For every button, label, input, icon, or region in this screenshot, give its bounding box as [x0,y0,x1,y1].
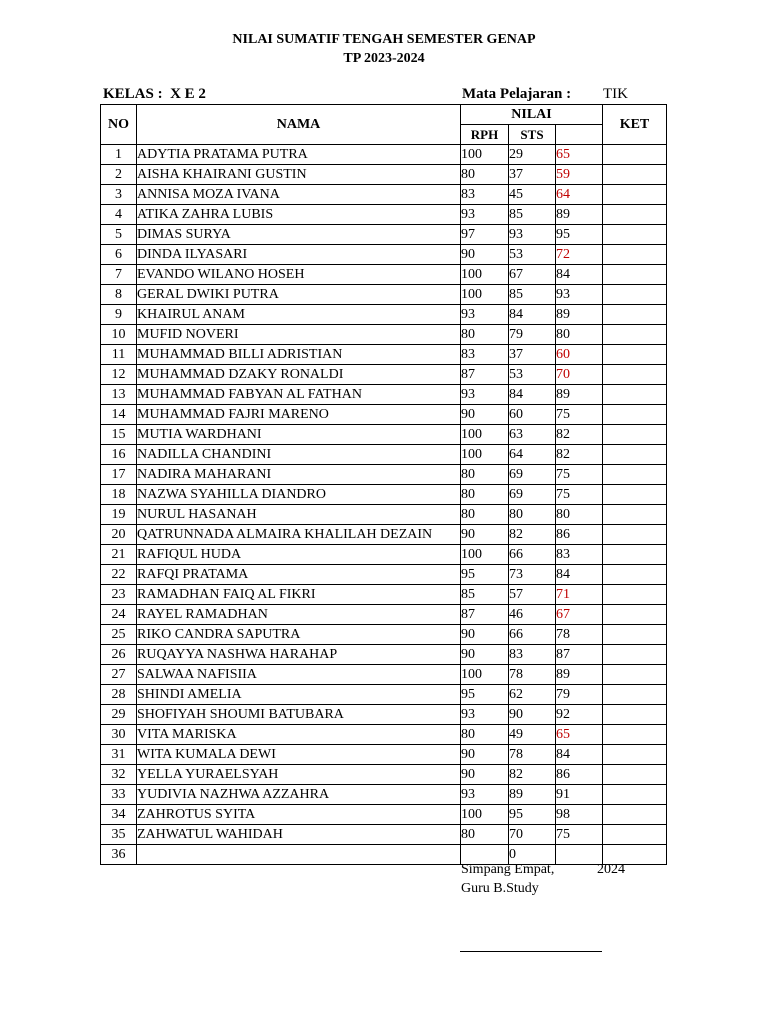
student-name: QATRUNNADA ALMAIRA KHALILAH DEZAIN [137,525,461,545]
row-number: 4 [101,205,137,225]
score-nilai: 59 [556,165,603,185]
score-nilai: 78 [556,625,603,645]
score-nilai: 89 [556,305,603,325]
row-number: 3 [101,185,137,205]
student-name: NAZWA SYAHILLA DIANDRO [137,485,461,505]
remark [603,645,667,665]
score-nilai: 86 [556,525,603,545]
table-row [101,385,667,405]
score-sts: 37 [509,165,556,185]
score-rph: 80 [461,505,509,525]
row-number: 7 [101,265,137,285]
row-number: 34 [101,805,137,825]
score-nilai: 72 [556,245,603,265]
table-row [101,565,667,585]
score-sts: 89 [509,785,556,805]
score-sts: 37 [509,345,556,365]
table-row [101,285,667,305]
document-subtitle: TP 2023-2024 [343,51,425,66]
row-number: 1 [101,145,137,165]
score-sts: 0 [509,845,556,865]
row-number: 36 [101,845,137,865]
student-name: YELLA YURAELSYAH [137,765,461,785]
student-name: RAFQI PRATAMA [137,565,461,585]
remark [603,165,667,185]
table-row [101,685,667,705]
student-name: NURUL HASANAH [137,505,461,525]
table-row [101,645,667,665]
score-nilai: 75 [556,405,603,425]
student-name: MUHAMMAD BILLI ADRISTIAN [137,345,461,365]
row-number: 23 [101,585,137,605]
score-sts: 84 [509,305,556,325]
score-rph: 87 [461,605,509,625]
score-nilai: 82 [556,425,603,445]
table-row [101,805,667,825]
header-sts: STS [509,125,556,145]
remark [603,745,667,765]
score-rph: 95 [461,565,509,585]
row-number: 5 [101,225,137,245]
table-row [101,165,667,185]
score-sts: 66 [509,625,556,645]
signature-year: 2024 [597,862,625,877]
remark [603,565,667,585]
table-row [101,665,667,685]
score-sts: 85 [509,205,556,225]
table-row [101,705,667,725]
score-rph: 100 [461,805,509,825]
remark [603,805,667,825]
row-number: 24 [101,605,137,625]
score-nilai: 70 [556,365,603,385]
score-sts: 67 [509,265,556,285]
score-sts: 64 [509,445,556,465]
remark [603,345,667,365]
score-nilai: 84 [556,565,603,585]
student-name: YUDIVIA NAZHWA AZZAHRA [137,785,461,805]
score-rph: 90 [461,525,509,545]
score-sts: 49 [509,725,556,745]
score-sts: 83 [509,645,556,665]
student-name: KHAIRUL ANAM [137,305,461,325]
student-name: MUFID NOVERI [137,325,461,345]
table-row [101,145,667,165]
remark [603,665,667,685]
row-number: 25 [101,625,137,645]
header-nama: NAMA [137,105,461,145]
score-nilai: 80 [556,325,603,345]
table-row [101,345,667,365]
score-sts: 63 [509,425,556,445]
score-sts: 84 [509,385,556,405]
student-name: EVANDO WILANO HOSEH [137,265,461,285]
signature-line [460,951,602,952]
table-row [101,745,667,765]
student-name: AISHA KHAIRANI GUSTIN [137,165,461,185]
score-sts: 80 [509,505,556,525]
score-sts: 62 [509,685,556,705]
score-sts: 78 [509,665,556,685]
score-rph: 93 [461,305,509,325]
score-sts: 53 [509,245,556,265]
score-rph: 80 [461,165,509,185]
score-nilai: 64 [556,185,603,205]
student-name: MUHAMMAD FAJRI MARENO [137,405,461,425]
row-number: 19 [101,505,137,525]
row-number: 26 [101,645,137,665]
row-number: 32 [101,765,137,785]
score-sts: 46 [509,605,556,625]
table-row [101,185,667,205]
score-rph: 90 [461,405,509,425]
score-rph: 100 [461,545,509,565]
remark [603,625,667,645]
score-nilai: 93 [556,285,603,305]
remark [603,825,667,845]
student-name: GERAL DWIKI PUTRA [137,285,461,305]
score-nilai: 89 [556,665,603,685]
score-nilai: 65 [556,145,603,165]
subject-label: Mata Pelajaran : [462,86,572,102]
score-rph: 100 [461,145,509,165]
table-row [101,425,667,445]
table-row [101,265,667,285]
score-rph: 100 [461,665,509,685]
student-name: ANNISA MOZA IVANA [137,185,461,205]
score-nilai: 79 [556,685,603,705]
score-nilai: 84 [556,265,603,285]
score-sts: 95 [509,805,556,825]
score-nilai: 83 [556,545,603,565]
header-nilai-group: NILAI [461,105,603,125]
score-sts: 85 [509,285,556,305]
header-rph: RPH [461,125,509,145]
student-name: MUHAMMAD FABYAN AL FATHAN [137,385,461,405]
remark [603,265,667,285]
score-sts: 57 [509,585,556,605]
student-name: NADILLA CHANDINI [137,445,461,465]
remark [603,525,667,545]
table-row [101,325,667,345]
score-nilai [556,845,603,865]
score-sts: 82 [509,765,556,785]
table-row [101,845,667,865]
student-name: RUQAYYA NASHWA HARAHAP [137,645,461,665]
remark [603,385,667,405]
score-rph: 95 [461,685,509,705]
score-rph: 83 [461,345,509,365]
score-rph: 100 [461,445,509,465]
score-sts: 79 [509,325,556,345]
score-rph: 80 [461,325,509,345]
student-name: MUHAMMAD DZAKY RONALDI [137,365,461,385]
score-rph: 100 [461,425,509,445]
student-name [137,845,461,865]
remark [603,325,667,345]
remark [603,305,667,325]
row-number: 16 [101,445,137,465]
row-number: 18 [101,485,137,505]
score-sts: 60 [509,405,556,425]
signature-role: Guru B.Study [461,881,539,896]
score-sts: 29 [509,145,556,165]
student-name: VITA MARISKA [137,725,461,745]
score-nilai: 95 [556,225,603,245]
table-row [101,485,667,505]
table-row [101,365,667,385]
score-nilai: 89 [556,385,603,405]
table-row [101,605,667,625]
remark [603,185,667,205]
score-nilai: 89 [556,205,603,225]
table-row [101,725,667,745]
class-label: KELAS : X E 2 [103,86,206,102]
score-nilai: 75 [556,485,603,505]
table-row [101,465,667,485]
row-number: 17 [101,465,137,485]
remark [603,445,667,465]
student-name: NADIRA MAHARANI [137,465,461,485]
score-nilai: 82 [556,445,603,465]
table-row [101,585,667,605]
row-number: 35 [101,825,137,845]
remark [603,485,667,505]
score-nilai: 65 [556,725,603,745]
student-name: SHOFIYAH SHOUMI BATUBARA [137,705,461,725]
score-nilai: 91 [556,785,603,805]
score-sts: 45 [509,185,556,205]
score-rph: 90 [461,745,509,765]
row-number: 21 [101,545,137,565]
remark [603,785,667,805]
score-rph: 80 [461,485,509,505]
table-row [101,205,667,225]
table-row [101,825,667,845]
score-nilai: 75 [556,465,603,485]
student-name: DINDA ILYASARI [137,245,461,265]
score-rph: 97 [461,225,509,245]
row-number: 31 [101,745,137,765]
student-name: WITA KUMALA DEWI [137,745,461,765]
student-name: ZAHWATUL WAHIDAH [137,825,461,845]
row-number: 11 [101,345,137,365]
score-nilai: 98 [556,805,603,825]
score-nilai: 75 [556,825,603,845]
score-rph: 90 [461,645,509,665]
score-nilai: 84 [556,745,603,765]
row-number: 29 [101,705,137,725]
score-nilai: 80 [556,505,603,525]
score-sts: 66 [509,545,556,565]
table-row [101,785,667,805]
score-rph: 93 [461,705,509,725]
student-name: ZAHROTUS SYITA [137,805,461,825]
remark [603,585,667,605]
score-rph: 80 [461,825,509,845]
score-rph: 80 [461,725,509,745]
subject-value: TIK [603,86,628,102]
score-rph: 90 [461,765,509,785]
remark [603,465,667,485]
student-name: RIKO CANDRA SAPUTRA [137,625,461,645]
remark [603,705,667,725]
row-number: 20 [101,525,137,545]
score-sts: 93 [509,225,556,245]
row-number: 6 [101,245,137,265]
score-rph: 100 [461,285,509,305]
table-row [101,505,667,525]
score-nilai: 67 [556,605,603,625]
score-nilai: 86 [556,765,603,785]
row-number: 27 [101,665,137,685]
score-rph: 85 [461,585,509,605]
student-name: RAMADHAN FAIQ AL FIKRI [137,585,461,605]
score-sts: 69 [509,485,556,505]
table-row [101,245,667,265]
table-row [101,445,667,465]
score-rph: 83 [461,185,509,205]
remark [603,545,667,565]
table-row [101,625,667,645]
score-nilai: 87 [556,645,603,665]
score-rph: 93 [461,385,509,405]
row-number: 28 [101,685,137,705]
student-name: DIMAS SURYA [137,225,461,245]
table-row [101,405,667,425]
student-name: SHINDI AMELIA [137,685,461,705]
remark [603,145,667,165]
grade-rows [101,145,667,865]
remark [603,205,667,225]
score-sts: 73 [509,565,556,585]
grades-table [100,104,667,865]
remark [603,725,667,745]
student-name: MUTIA WARDHANI [137,425,461,445]
remark [603,505,667,525]
score-rph: 93 [461,785,509,805]
score-nilai: 60 [556,345,603,365]
table-row [101,545,667,565]
score-rph: 90 [461,625,509,645]
student-name: ADYTIA PRATAMA PUTRA [137,145,461,165]
row-number: 30 [101,725,137,745]
table-row [101,305,667,325]
remark [603,225,667,245]
remark [603,685,667,705]
remark [603,245,667,265]
score-rph: 87 [461,365,509,385]
table-row [101,765,667,785]
row-number: 9 [101,305,137,325]
row-number: 22 [101,565,137,585]
header-ket: KET [603,105,667,145]
table-row [101,525,667,545]
header-no: NO [101,105,137,145]
remark [603,425,667,445]
signature-place: Simpang Empat, [461,862,555,877]
row-number: 8 [101,285,137,305]
document-title: NILAI SUMATIF TENGAH SEMESTER GENAP [232,32,536,47]
student-name: ATIKA ZAHRA LUBIS [137,205,461,225]
student-name: SALWAA NAFISIIA [137,665,461,685]
score-sts: 82 [509,525,556,545]
table-row [101,225,667,245]
row-number: 33 [101,785,137,805]
score-sts: 70 [509,825,556,845]
score-sts: 69 [509,465,556,485]
header-nilai [556,125,603,145]
score-sts: 53 [509,365,556,385]
remark [603,765,667,785]
score-rph: 90 [461,245,509,265]
row-number: 13 [101,385,137,405]
remark [603,405,667,425]
score-rph: 93 [461,205,509,225]
score-nilai: 92 [556,705,603,725]
student-name: RAFIQUL HUDA [137,545,461,565]
remark [603,285,667,305]
score-rph: 100 [461,265,509,285]
remark [603,365,667,385]
row-number: 10 [101,325,137,345]
student-name: RAYEL RAMADHAN [137,605,461,625]
row-number: 14 [101,405,137,425]
remark [603,605,667,625]
score-sts: 90 [509,705,556,725]
row-number: 15 [101,425,137,445]
row-number: 2 [101,165,137,185]
score-rph: 80 [461,465,509,485]
score-sts: 78 [509,745,556,765]
row-number: 12 [101,365,137,385]
score-nilai: 71 [556,585,603,605]
